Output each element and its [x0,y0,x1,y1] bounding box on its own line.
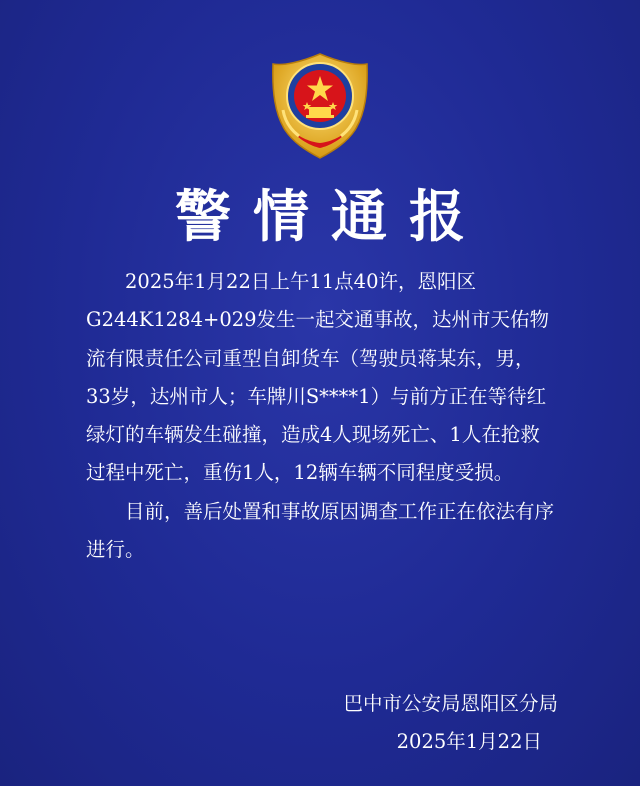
notice-title: 警情通报 [175,185,487,250]
notice-paragraph-incident: 2025年1月22日上午11点40许，恩阳区G244K1284+029发生一起交通事故，达州市天佑物流有限责任公司重型自卸货车（驾驶员蒋某东，男，33岁，达州市人；车牌川S****1）与前方正在等待红绿灯的车辆发生碰撞，造成4人现场死亡、1人在抢救过程中死亡，重伤1人，12辆车辆不同程度受损。 [86,270,550,485]
notice-body [86,263,556,569]
issuer-name: 巴中市公安局恩阳区分局 [343,692,558,715]
police-emblem-icon [269,52,371,160]
notice-paragraph-status: 目前，善后处置和事故原因调查工作正在依法有序进行。 [86,499,555,562]
notice-signature [343,685,558,761]
issue-date: 2025年1月22日 [396,730,542,753]
